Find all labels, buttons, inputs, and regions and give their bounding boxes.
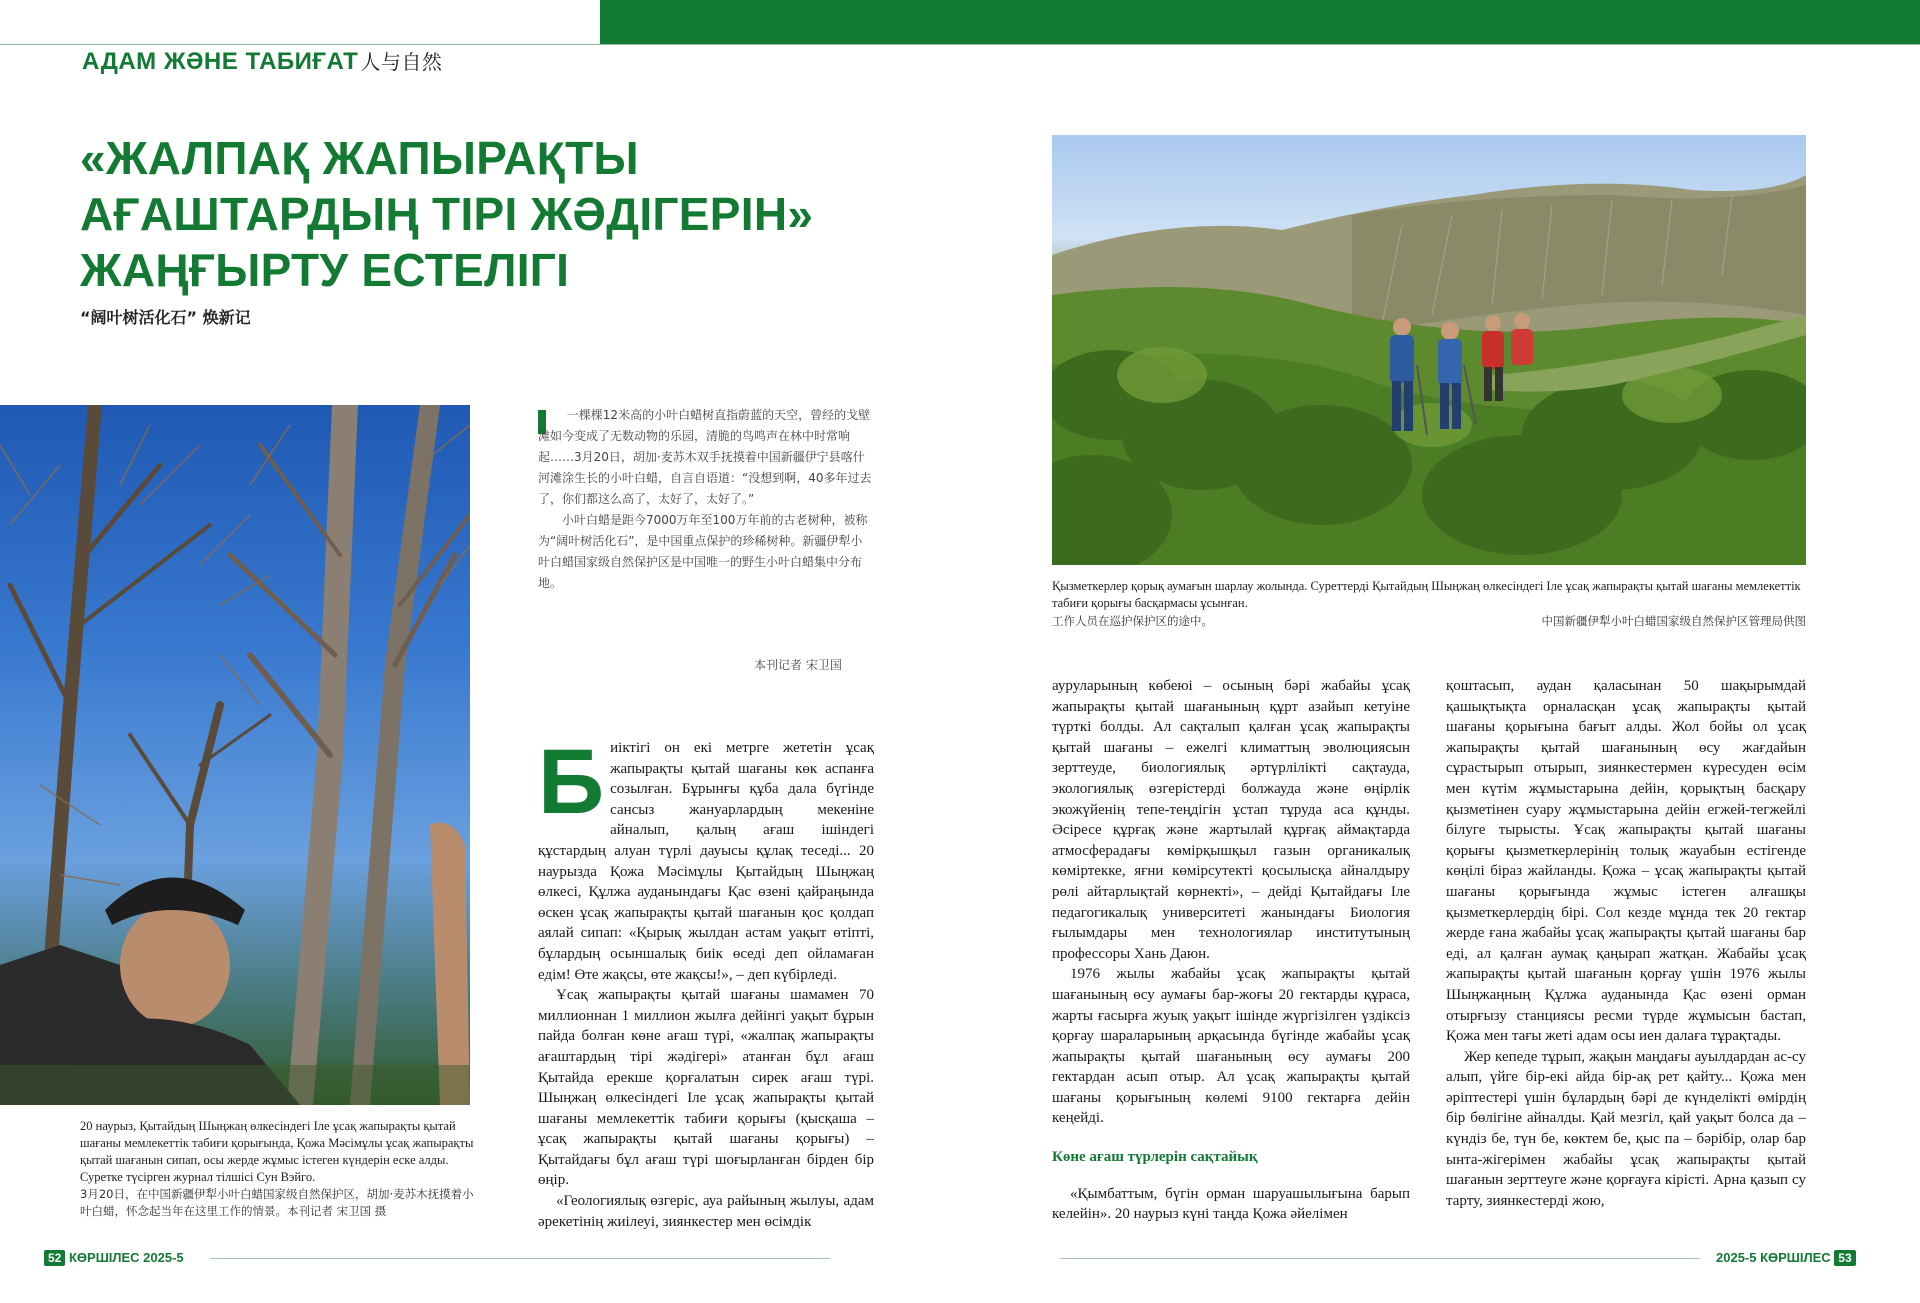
section-label-zh: 人与自然 [360, 50, 443, 74]
article-subtitle-zh: “阔叶树活化石” 焕新记 [80, 308, 251, 327]
title-line: АҒАШТАРДЫҢ ТІРІ ЖӘДІГЕРІН» [80, 188, 814, 240]
dropcap: Б [538, 731, 605, 833]
body-paragraph: қоштасып, аудан қаласынан 50 шақырымдай қашықтықта орналасқан ұсақ жапырақты қытай шағаны қорығына бағыт алды. Жол бойы ол ұсақ жапырақты қытай шағанының өсу жағдайын сұрастырып отырып, зиянкестермен күресуден өсім мен күтім жұмыстарына дейін, қорықтың басқару қызметінен суару жұмыстарына дейін егжей-тегжейлі білуге тырысты. Ұсақ жапырақты қытай шағаны қорығы қызметкерлерінің толық жауабын естігенде көңілі біраз жайланды. Қожа – ұсақ жапырақты қытай шағаны қорығында жұмыс істеген алғашқы қызметкерлердің бірі. Сол кезде мұнда тек 20 гектар жерде ғана жабайы ұсақ жапырақты қытай шағаны бар еді, ал қалған аумақ қаңырап жатқан. Жабайы ұсақ жапырақты қытай шағанын қорғау үшін 1976 жылы Шыңжаңның Құлжа ауданында Қас өзені орман отырғызу станциясы ресми түрде жұмысын бастап, Қожа мен тағы жеті адам осы иен далаға тұрақтады. [1446, 678, 1806, 1045]
title-line: ЖАҢҒЫРТУ ЕСТЕЛІГІ [80, 244, 570, 296]
right-photo-caption-zh: 工作人员在巡护保护区的途中。 [1052, 614, 1213, 628]
right-photo-caption: Қызметкерлер қорық аумағын шарлау жолында. Суреттерді Қытайдың Шыңжаң өлкесіндегі Іле ұсақ жапырақты қытай шағаны мемлекеттік табиғи қорығы басқармасы ұсынған. [1052, 579, 1801, 610]
body-paragraph: «Геологиялық өзгеріс, ауа райының жылуы, адам әрекетінің жиілеуі, зиянкестер мен өсімдік [538, 1193, 874, 1230]
body-paragraph: ауруларының көбеюі – осының бәрі жабайы ұсақ жапырақты қытай шағанының құрт азайып кетуіне түрткі болды. Ал сақталып қалған ұсақ жапырақты қытай шағаны – ежелгі климаттың эволюциясын зерттеуде, биологиялық әртүрлілікті сақтауда, экологиялық өзгерістерді болжауда және өңірлік экожүйенің тепе-теңдігін ұстап тұруда аса құнды. Әсіресе құрғақ және жартылай құрғақ аймақтарда атмосферадағы көмірқышқыл газын органикалық көміртекке, яғни көмірсутекті қосылысқа айналдыру рөлі айтарлықтай көрнекті», – дейді Қытайдағы Іле педагогикалық университеті жанындағы Биология ғылымдары мен технологиялар институтының профессоры Хань Даюн. [1052, 678, 1410, 962]
body-paragraph: Ұсақ жапырақты қытай шағаны шамамен 70 миллионнан 1 миллион жылға дейінгі уақыт бұрын пайда болған көне ағаш түрі, «жалпақ жапырақты ағаштардың тірі жәдігері» атанған бұл ағаш Қытайда ерекше қорғалатын сирек ағаш түрі. Шыңжаң өлкесіндегі Іле ұсақ жапырақты қытай шағаны мемлекеттік табиғи қорығы (қысқаша – ұсақ жапырақты қытай шағаны қорығы) – Қытайдағы бұл ағаш түрі шоғырланған бірден бір өңір. [538, 987, 874, 1189]
footer-left [44, 1250, 184, 1266]
intro-zh-paragraph: 小叶白蜡是距今7000万年至100万年前的古老树种，被称为“阔叶树活化石”，是中国重点保护的珍稀树种。新疆伊犁小叶白蜡国家级自然保护区是中国唯一的野生小叶白蜡集中分布地。 [538, 513, 868, 590]
byline-zh: 本刊记者 宋卫国 [754, 658, 842, 672]
photo-rangers-patrol [1052, 135, 1806, 565]
page-number-left: 52 [44, 1250, 65, 1266]
section-heading: Көне ағаш түрлерін сақтайық [1052, 1149, 1258, 1166]
article-title [80, 130, 814, 298]
body-paragraph: иіктігі он екі метрге жететін ұсақ жапырақты қытай шағаны көк аспанға созылған. Бұрынғы құба дала бүгінде сансыз жануарлардың мекеніне айналып, қалың ағаш ішіндегі құстардың алуан түрлі дауысы құлақ теседі... 20 наурызда Қожа Мәсімұлы Қытайдың Шыңжаң өлкесі, Құлжа ауданындағы Қас өзені қайраңында өскен ұсақ жапырақты қытай шағанын қос қолдап аялай сипап: «Қырық жылдан астам уақыт өтіпті, бұлардың осыншалық биік өседі деп ойламаған едім! Өте жақсы, өте жақсы!», – деп күбірледі. [538, 740, 874, 983]
body-paragraph: «Қымбаттым, бүгін орман шаруашылығына барып келейін». 20 наурыз күні таңда Қожа әйелімен [1052, 1185, 1410, 1223]
footer-journal-right: 2025-5 КӨРШІЛЕС [1716, 1250, 1831, 1265]
header-rule [0, 44, 1920, 45]
left-photo-caption: 20 наурыз, Қытайдың Шыңжаң өлкесіндегі Іле ұсақ жапырақты қытай шағаны мемлекеттік табиғи қорығында, Қожа Мәсімұлы ұсақ жапырақты қытай шағанын сипап, осы жерде жұмыс істеген күндерін еске алды. Суретке түсірген журнал тілшісі Сун Вэйго. [80, 1119, 474, 1184]
photo-man-with-trees-illustration [0, 405, 470, 1105]
page-number-right: 53 [1834, 1250, 1855, 1266]
footer-rule-right [1060, 1258, 1700, 1259]
section-label: АДАМ ЖӘНЕ ТАБИҒАТ 人与自然 [82, 48, 443, 75]
body-paragraph: Жер кепеде тұрып, жақын маңдағы ауылдардан ас-су алып, үйге бір-екі айда бір-ақ рет қайту... Қожа мен әріптестері үшін бұлардың бәрі де күнделікті өмірдің бір бөлігіне айналды. Қай мезгіл, қай уақыт болса да – күндіз бе, түн бе, көктем бе, қыс па – бәрібір, олар бар ынта-жігерімен жабайы ұсақ жапырақты қытай шағанын зерттеуге және қорғауға кірісті. Арна қазып су тарту, зиянкестерді жою, [1446, 1048, 1806, 1209]
body-column-3 [1446, 676, 1806, 1211]
photo-rangers-patrol-illustration [1052, 135, 1806, 565]
header-green-bar [600, 0, 1920, 44]
right-photo-credit-zh: 中国新疆伊犁小叶白蜡国家级自然保护区管理局供图 [1541, 614, 1806, 628]
body-column-1 [538, 731, 874, 1232]
photo-man-with-trees [0, 405, 470, 1105]
title-line: «ЖАЛПАҚ ЖАПЫРАҚТЫ [80, 132, 639, 184]
footer-rule-left [210, 1258, 830, 1259]
footer-right [1716, 1250, 1856, 1266]
body-column-2 [1052, 676, 1410, 1225]
body-paragraph: 1976 жылы жабайы ұсақ жапырақты қытай шағанының өсу аумағы бар-жоғы 20 гектарды құраса, жарты ғасырға жуық уақыт ішінде жүргізілген үздіксіз қорғау шараларының арқасында бүгінде жабайы ұсақ жапырақты қытай шағанының өсу аумағы 200 гектардан асып отыр. Ал ұсақ жапырақты қытай шағаны қорығының көлемі 9100 гектарға дейін кеңейді. [1052, 966, 1410, 1127]
intro-zh [538, 405, 874, 594]
intro-zh-paragraph: 一棵棵12米高的小叶白蜡树直指蔚蓝的天空，曾经的戈壁滩如今变成了无数动物的乐园，清脆的鸟鸣声在林中时常响起……3月20日，胡加·麦苏木双手抚摸着中国新疆伊宁县喀什河滩涂生长的小叶白蜡，自言自语道：“没想到啊，40多年过去了，你们都这么高了，太好了，太好了。” [538, 408, 872, 506]
footer-journal-left: КӨРШІЛЕС 2025-5 [68, 1250, 184, 1265]
left-photo-caption-zh: 3月20日，在中国新疆伊犁小叶白蜡国家级自然保护区，胡加·麦苏木抚摸着小叶白蜡，怀念起当年在这里工作的情景。本刊记者 宋卫国 摄 [80, 1187, 474, 1218]
